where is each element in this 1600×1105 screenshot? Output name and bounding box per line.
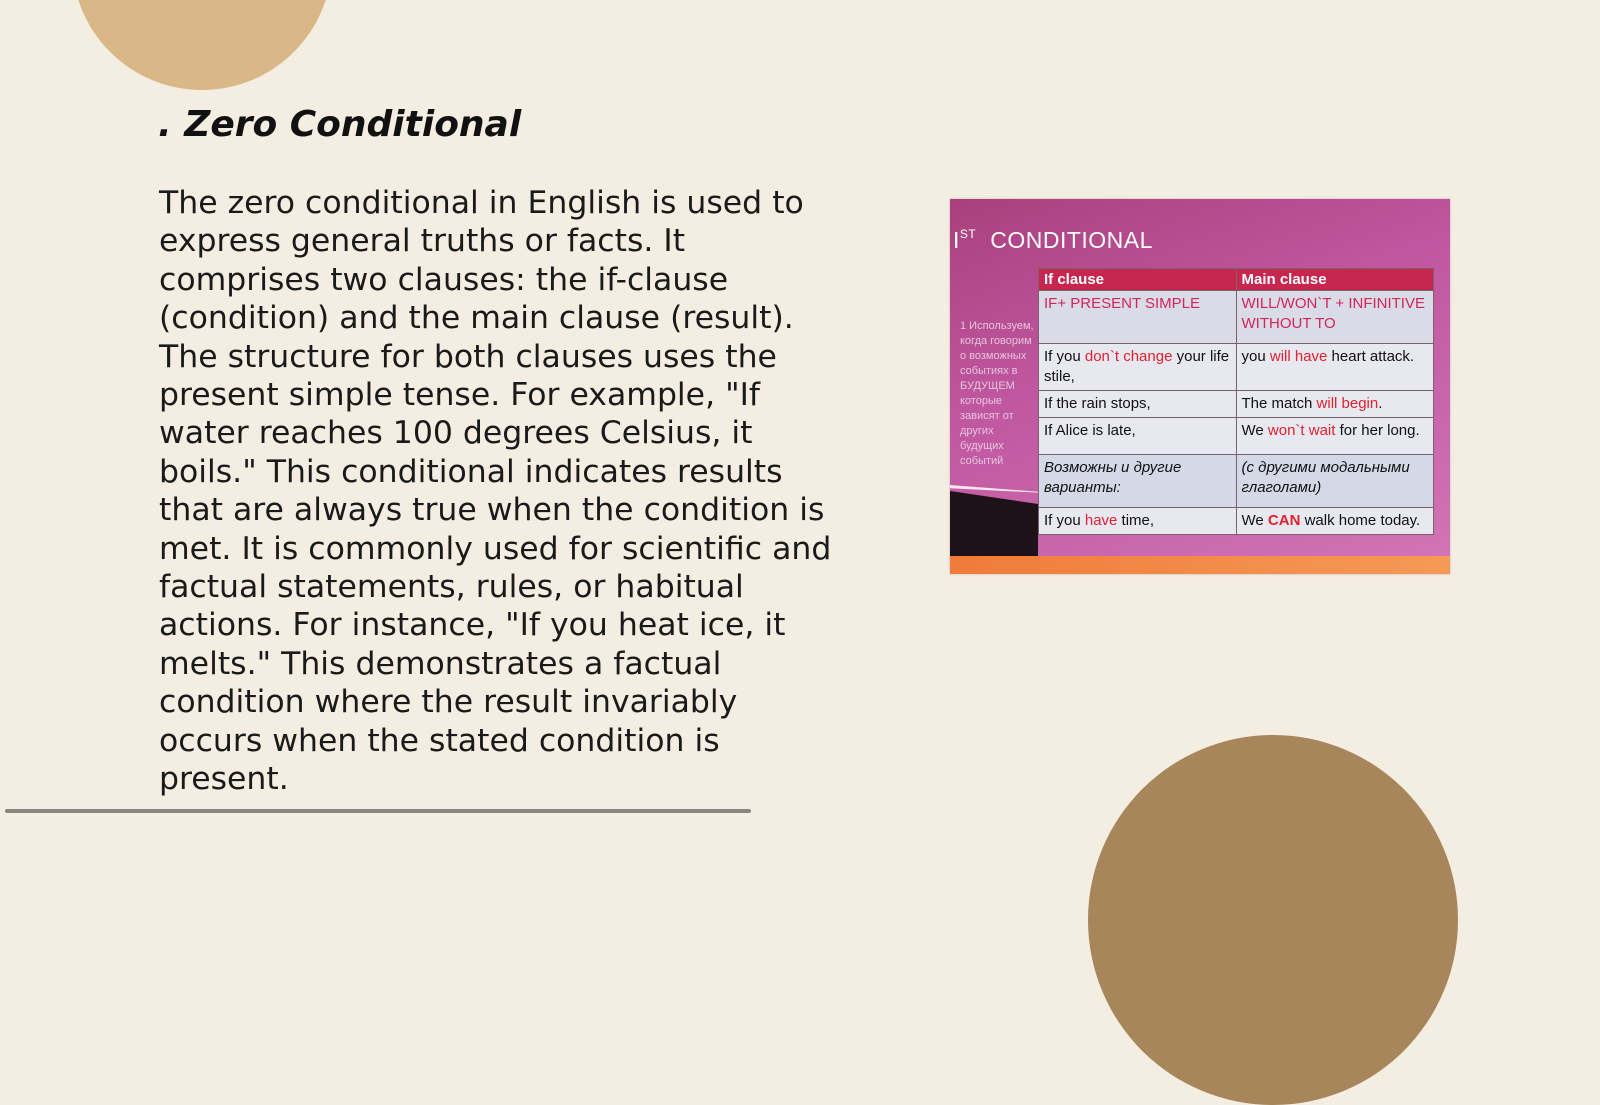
image-heading bbox=[953, 227, 1153, 254]
table-header-if: If clause bbox=[1039, 269, 1237, 291]
slide-title: . Zero Conditional bbox=[158, 104, 522, 145]
image-decor-wedge bbox=[950, 491, 1038, 556]
formula-main: WILL/WON`T + INFINITIVE WITHOUT TO bbox=[1236, 291, 1434, 344]
slide-body-text: The zero conditional in English is used to express general truths or facts. It comprises two clauses: the if-clause (condition) and the main clause (result). The structure for both clauses uses the present simple tense. For example, "If water reaches 100 degrees Celsius, it boils." This conditional indicates results that are always true when the condition is met. It is commonly used for scientific and factual statements, rules, or habitual actions. For instance, "If you heat ice, it melts." This demonstrates a factual condition where the result invariably occurs when the stated condition is present. bbox=[159, 185, 832, 798]
image-decor-swoosh bbox=[950, 485, 1045, 493]
table-row bbox=[1039, 391, 1434, 418]
table-header-main: Main clause bbox=[1236, 269, 1434, 291]
row5-if: If you have time, bbox=[1039, 508, 1237, 535]
row4-main: (с другими модальными глаголами) bbox=[1236, 455, 1434, 508]
table-row bbox=[1039, 455, 1434, 508]
table-header-row bbox=[1039, 269, 1434, 291]
image-decor-bar bbox=[950, 556, 1450, 574]
row1-main: you will have heart attack. bbox=[1236, 344, 1434, 391]
decorative-circle-bottom bbox=[1088, 735, 1458, 1105]
table-row bbox=[1039, 508, 1434, 535]
table-row bbox=[1039, 291, 1434, 344]
row1-if: If you don`t change your life stile, bbox=[1039, 344, 1237, 391]
table-row bbox=[1039, 344, 1434, 391]
row2-if: If the rain stops, bbox=[1039, 391, 1237, 418]
image-heading-word: CONDITIONAL bbox=[990, 227, 1153, 253]
row4-if: Возможны и другие варианты: bbox=[1039, 455, 1237, 508]
table-row bbox=[1039, 418, 1434, 455]
row5-main: We CAN walk home today. bbox=[1236, 508, 1434, 535]
image-side-note: 1 Используем, когда говорим о возможных событиях в БУДУЩЕМ которые зависят от других будущих событий bbox=[960, 320, 1034, 467]
row2-main: The match will begin. bbox=[1236, 391, 1434, 418]
conditional-table-image bbox=[950, 199, 1450, 574]
image-heading-sup: ST bbox=[959, 227, 977, 241]
decorative-circle-top bbox=[72, 0, 332, 90]
divider-line bbox=[5, 809, 751, 813]
image-heading-ordinal: I bbox=[953, 227, 960, 253]
row3-if: If Alice is late, bbox=[1039, 418, 1237, 455]
formula-if: IF+ PRESENT SIMPLE bbox=[1039, 291, 1237, 344]
grammar-table bbox=[1038, 268, 1434, 535]
row3-main: We won`t wait for her long. bbox=[1236, 418, 1434, 455]
